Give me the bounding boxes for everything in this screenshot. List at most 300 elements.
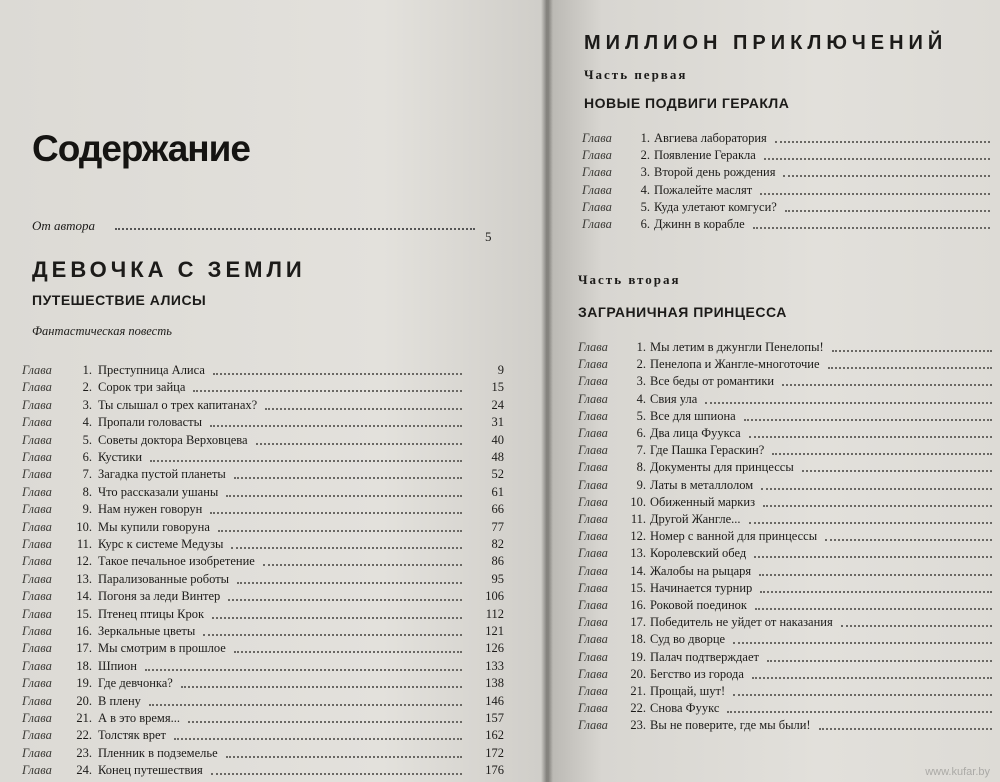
chapter-label: Глава [578,632,608,647]
chapter-label: Глава [578,357,608,372]
chapter-number: 9. [636,477,646,492]
chapter-page: 138 [485,676,504,691]
chapter-label: Глава [578,666,608,681]
chapter-title: Свия ула [650,391,698,406]
dot-leader [234,477,462,479]
chapter-label: Глава [22,380,52,395]
chapter-title: Обиженный маркиз [650,494,756,509]
chapter-number: 22. [76,728,92,743]
chapter-title: Авгиева лаборатория [654,131,767,145]
chapter-number: 4. [640,182,650,197]
chapter-row [578,700,998,717]
from-author-label: От автора [32,218,96,233]
chapter-title: Номер с ванной для принцессы [650,529,818,544]
chapter-title: Пропали головасты [98,415,203,430]
chapter-title: Мы летим в джунгли Пенелопы! [650,340,824,354]
chapter-title: Толстяк врет [98,728,166,743]
dot-leader [210,512,462,514]
chapter-row [22,675,504,692]
chapter-label: Глава [582,148,612,163]
chapter-row [582,216,992,233]
chapter-page: 52 [491,467,504,482]
dot-leader [744,419,992,421]
chapter-label: Глава [22,554,52,569]
chapter-row [582,182,992,199]
chapter-number: 9. [82,502,92,517]
chapter-title: Документы для принцессы [650,460,794,475]
chapter-label: Глава [582,131,612,145]
dot-leader [752,677,992,679]
dot-leader [265,408,462,410]
chapter-row [578,545,998,562]
chapter-number: 4. [82,415,92,430]
book-gutter [541,0,553,782]
chapter-title: Латы в металлолом [650,477,754,492]
chapter-number: 10. [630,494,646,509]
chapter-page: 157 [485,711,504,725]
dot-leader [226,495,462,497]
chapter-title: Победитель не уйдет от наказания [650,615,833,630]
dot-leader [760,591,992,593]
chapter-title: Погоня за леди Винтер [98,589,221,604]
chapter-label: Глава [578,546,608,561]
chapter-label: Глава [22,728,52,743]
chapter-number: 6. [636,426,646,440]
chapter-row [22,536,504,553]
chapter-row [578,649,998,666]
chapter-number: 20. [76,693,92,708]
from-author-page: 5 [485,229,492,244]
chapter-page: 48 [491,450,504,464]
chapter-row [22,379,504,396]
chapter-row [578,494,998,511]
chapter-row [22,571,504,588]
dot-leader [749,522,992,524]
chapter-page: 61 [491,484,504,499]
dot-leader [802,470,992,472]
chapter-page: 172 [485,745,504,760]
chapter-row [578,631,998,648]
chapter-row [578,442,998,459]
book-title-left: ДЕВОЧКА С ЗЕМЛИ [32,257,306,282]
chapter-page: 31 [491,415,504,430]
chapter-number: 3. [636,374,646,389]
chapter-row [22,553,504,570]
chapter-row [578,408,998,425]
chapter-row [578,614,998,631]
dot-leader [825,539,992,541]
dot-leader [228,599,462,601]
chapter-label: Глава [582,217,612,231]
chapter-page: 9 [497,363,504,377]
chapter-row [22,640,504,657]
chapter-row [22,710,504,727]
chapter-number: 11. [630,512,646,526]
dot-leader [760,193,990,195]
chapter-row [22,501,504,518]
chapter-label: Глава [22,397,52,412]
chapter-number: 6. [82,450,92,464]
chapter-label: Глава [578,391,608,406]
chapter-label: Глава [22,624,52,638]
dot-leader [188,721,462,723]
chapter-number: 4. [636,391,646,406]
chapter-title: Начинается турнир [650,580,753,595]
toc-heading: Содержание [32,128,250,169]
chapter-title: Появление Геракла [654,148,756,163]
dot-leader [841,625,992,627]
chapter-row [578,425,998,442]
chapter-page: 121 [485,624,504,638]
chapter-number: 5. [640,199,650,214]
chapter-row [578,683,998,700]
chapter-number: 16. [630,598,646,612]
chapter-number: 10. [76,519,92,534]
chapter-label: Глава [22,502,52,517]
chapter-page: 40 [491,432,504,447]
chapter-number: 7. [82,467,92,482]
dot-leader [775,141,990,143]
dot-leader [218,530,462,532]
chapter-title: Два лица Фуукса [650,426,741,440]
chapter-row [22,658,504,675]
chapter-number: 23. [630,718,646,733]
chapter-title: Где девчонка? [98,676,173,691]
dot-leader [832,350,992,352]
chapter-row [22,588,504,605]
chapter-number: 19. [630,649,646,664]
chapter-page: 112 [485,606,504,621]
chapter-number: 5. [82,432,92,447]
chapter-label: Глава [578,563,608,578]
chapter-row [582,164,992,181]
chapter-number: 2. [640,148,650,163]
chapter-number: 20. [630,666,646,681]
chapter-label: Глава [578,684,608,698]
chapter-title: Птенец птицы Крок [98,606,205,621]
chapter-number: 15. [76,606,92,621]
dot-leader [237,582,462,584]
chapter-number: 2. [82,380,92,395]
part1-title: НОВЫЕ ПОДВИГИ ГЕРАКЛА [584,95,790,111]
dot-leader [782,384,992,386]
chapter-label: Глава [578,443,608,458]
chapter-title: Где Пашка Гераскин? [650,443,765,458]
watermark: www.kufar.by [925,766,990,778]
chapter-label: Глава [22,763,52,778]
dot-leader [145,669,462,671]
part1-label: Часть первая [584,67,688,82]
chapter-row [582,147,992,164]
chapter-title: Мы купили говоруна [98,519,210,534]
chapter-number: 13. [76,571,92,586]
chapter-label: Глава [22,519,52,534]
chapter-row [22,745,504,762]
chapter-row [22,432,504,449]
chapter-number: 1. [640,131,650,145]
chapter-number: 18. [76,658,92,673]
chapter-row [22,727,504,744]
dot-leader [149,704,462,706]
dot-leader [203,634,462,636]
dot-leader [755,608,992,610]
chapter-row [22,623,504,640]
chapter-title: Конец путешествия [98,763,203,778]
dot-leader [212,617,462,619]
chapter-row [22,466,504,483]
chapter-row [22,762,504,779]
chapter-label: Глава [22,745,52,760]
chapter-number: 22. [630,701,646,716]
chapter-number: 8. [82,484,92,499]
chapter-label: Глава [22,363,52,377]
dot-leader [115,228,475,230]
chapter-page: 146 [485,693,504,708]
dot-leader [181,686,462,688]
chapter-page: 133 [485,658,504,673]
chapter-title: Пожалейте маслят [654,182,753,197]
chapter-title: А в это время... [98,711,180,725]
chapter-title: Курс к системе Медузы [98,537,224,551]
chapter-title: Зеркальные цветы [98,624,196,638]
chapter-label: Глава [578,408,608,423]
chapter-title: Кустики [98,450,143,464]
chapter-number: 8. [636,460,646,475]
chapter-row [578,477,998,494]
chapter-page: 77 [491,519,504,534]
book-title-right: МИЛЛИОН ПРИКЛЮЧЕНИЙ [584,32,948,54]
chapter-row [578,373,998,390]
chapter-label: Глава [578,374,608,389]
chapter-number: 1. [82,363,92,377]
chapter-label: Глава [578,340,608,354]
chapter-number: 1. [636,340,646,354]
chapter-row [22,606,504,623]
chapter-row [578,580,998,597]
chapter-page: 95 [491,571,504,586]
dot-leader [764,158,990,160]
chapter-row [578,528,998,545]
chapter-title: Палач подтверждает [650,649,759,664]
chapter-row [582,199,992,216]
chapter-number: 14. [630,563,646,578]
chapter-number: 23. [76,745,92,760]
chapter-title: Роковой поединок [650,598,747,612]
chapter-row [578,391,998,408]
chapter-row [22,519,504,536]
chapter-label: Глава [22,693,52,708]
chapter-row [578,666,998,683]
dot-leader [211,773,462,775]
chapter-title: Парализованные роботы [98,571,230,586]
dot-leader [727,711,992,713]
chapter-title: Мы смотрим в прошлое [98,641,226,656]
chapter-number: 12. [76,554,92,569]
chapter-title: Сорок три зайца [98,380,186,395]
chapter-number: 19. [76,676,92,691]
chapter-number: 6. [640,217,650,231]
chapter-number: 17. [76,641,92,656]
chapter-label: Глава [578,512,608,526]
chapter-label: Глава [578,529,608,544]
chapter-label: Глава [22,571,52,586]
chapter-number: 24. [76,763,92,778]
right-page [548,0,1000,782]
chapter-row [578,459,998,476]
dot-leader [226,756,462,758]
chapter-number: 12. [630,529,646,544]
chapter-title: Королевский обед [650,546,747,561]
chapter-title: Другой Жангле... [650,512,741,526]
chapter-label: Глава [22,658,52,673]
chapter-title: Что рассказали ушаны [98,484,219,499]
chapter-row [22,362,504,379]
chapter-title: Загадка пустой планеты [98,467,226,482]
chapter-label: Глава [22,484,52,499]
dot-leader [193,390,462,392]
chapter-row [582,130,992,147]
chapter-label: Глава [582,182,612,197]
dot-leader [749,436,992,438]
chapter-page: 66 [491,502,504,517]
chapter-title: Все беды от романтики [650,374,775,389]
chapter-title: Преступница Алиса [98,363,205,377]
chapter-number: 2. [636,357,646,372]
chapter-label: Глава [578,426,608,440]
dot-leader [174,738,462,740]
dot-leader [231,547,462,549]
chapter-number: 16. [76,624,92,638]
dot-leader [767,660,992,662]
chapter-label: Глава [578,460,608,475]
chapter-title: Шпион [98,658,137,673]
chapter-title: Куда улетают комгуси? [654,199,777,214]
dot-leader [819,728,992,730]
chapter-title: Пенелопа и Жангле-многоточие [650,357,820,372]
chapter-row [578,597,998,614]
dot-leader [828,367,992,369]
chapter-row [578,339,998,356]
chapter-number: 11. [76,537,92,551]
chapter-title: Прощай, шут! [650,684,726,698]
chapter-title: Советы доктора Верховцева [98,432,248,447]
chapter-label: Глава [22,641,52,656]
dot-leader [733,642,992,644]
dot-leader [783,175,990,177]
chapter-page: 86 [491,554,504,569]
chapter-title: В плену [98,693,141,708]
chapter-page: 82 [491,537,504,551]
chapter-label: Глава [578,701,608,716]
section-title-left: ПУТЕШЕСТВИЕ АЛИСЫ [32,292,207,308]
chapter-label: Глава [22,467,52,482]
chapter-label: Глава [582,199,612,214]
chapter-label: Глава [578,649,608,664]
chapter-label: Глава [22,676,52,691]
chapter-row [578,717,998,734]
chapter-label: Глава [22,589,52,604]
chapter-row [22,693,504,710]
chapter-title: Джинн в корабле [654,217,745,231]
chapter-title: Все для шпиона [650,408,736,423]
chapter-title: Бегство из города [650,666,744,681]
chapter-number: 18. [630,632,646,647]
chapter-label: Глава [22,450,52,464]
chapter-title: Второй день рождения [654,165,776,180]
dot-leader [785,210,990,212]
dot-leader [754,556,992,558]
chapter-number: 13. [630,546,646,561]
dot-leader [705,402,992,404]
chapter-number: 21. [76,711,92,725]
dot-leader [234,651,462,653]
chapter-number: 14. [76,589,92,604]
chapter-row [578,511,998,528]
dot-leader [263,564,462,566]
chapter-number: 15. [630,580,646,595]
chapter-label: Глава [578,494,608,509]
chapter-title: Ты слышал о трех капитанах? [98,397,258,412]
chapter-label: Глава [22,606,52,621]
chapter-label: Глава [578,598,608,612]
chapter-label: Глава [22,415,52,430]
chapter-page: 162 [485,728,504,743]
dot-leader [753,227,990,229]
subtitle-left: Фантастическая повесть [32,324,172,338]
chapter-label: Глава [22,432,52,447]
chapter-row [22,414,504,431]
chapter-label: Глава [578,615,608,630]
chapter-title: Пленник в подземелье [98,745,218,760]
dot-leader [210,425,462,427]
dot-leader [763,505,992,507]
chapter-number: 3. [640,165,650,180]
chapter-label: Глава [578,718,608,733]
chapter-label: Глава [578,477,608,492]
chapter-title: Вы не поверите, где мы были! [650,718,811,733]
chapter-title: Суд во дворце [650,632,726,647]
chapter-page: 24 [491,397,504,412]
chapter-row [22,397,504,414]
part2-title: ЗАГРАНИЧНАЯ ПРИНЦЕССА [578,304,787,320]
chapter-label: Глава [578,580,608,595]
chapter-row [578,356,998,373]
chapter-title: Жалобы на рыцаря [650,563,752,578]
chapter-page: 176 [485,763,504,778]
chapter-label: Глава [22,537,52,551]
chapter-title: Снова Фуукс [650,701,720,716]
chapter-row [22,449,504,466]
dot-leader [256,443,462,445]
chapter-number: 5. [636,408,646,423]
dot-leader [761,488,992,490]
chapter-title: Нам нужен говорун [98,502,203,517]
dot-leader [733,694,992,696]
part2-label: Часть вторая [578,272,681,287]
chapter-title: Такое печальное изобретение [98,554,255,569]
chapter-page: 106 [485,589,504,604]
dot-leader [213,373,462,375]
chapter-number: 21. [630,684,646,698]
chapter-number: 17. [630,615,646,630]
chapter-page: 126 [485,641,504,656]
chapter-number: 3. [82,397,92,412]
chapter-number: 7. [636,443,646,458]
chapter-label: Глава [582,165,612,180]
chapter-label: Глава [22,711,52,725]
dot-leader [772,453,992,455]
dot-leader [150,460,462,462]
